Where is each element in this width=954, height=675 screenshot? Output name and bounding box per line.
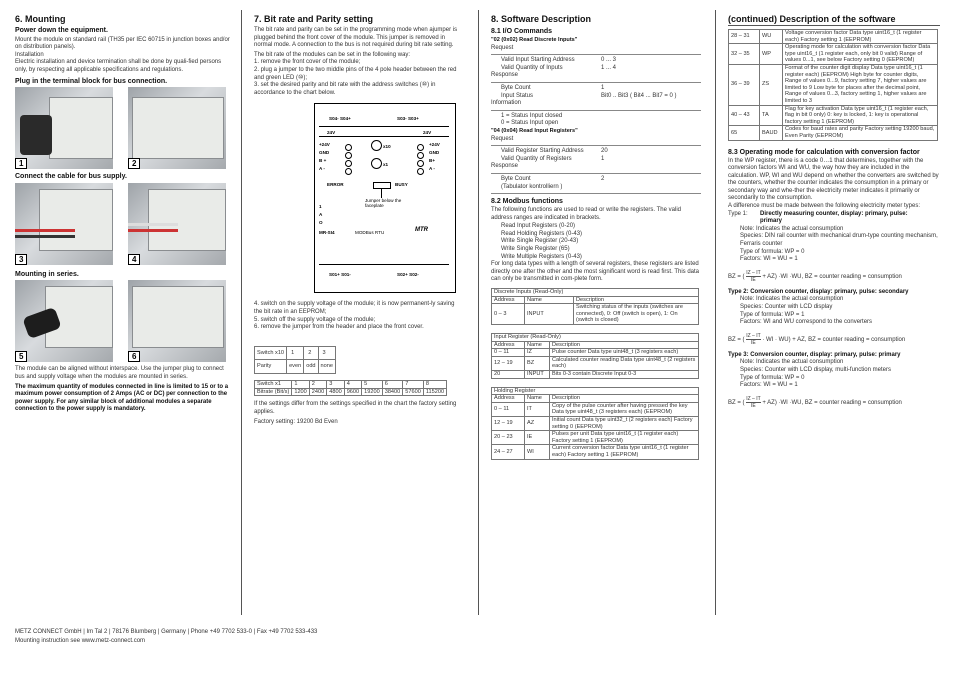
table-header: Description [550,395,699,403]
table-cell: 19200 [362,388,383,396]
long-text: For long data types with a length of several registers, these registers are listed directly one after the other and the most significant word is read first. This data can only be transmitted in com-plete form. [491,261,699,283]
table-row [729,64,938,105]
step: 6. remove the jumper from the header and place the front cover. [254,324,424,331]
kv-value: 0 ... 3 [601,57,617,64]
table-cell: Pulse counter Data type uint48_t (3 registers each) [550,349,699,357]
table-cell: WU [760,30,783,44]
function-item: Write Single Register (20-43) [501,238,579,245]
table-cell: Codes for baud rates and parity Factory setting 19200 baud, Even Parity (EEPROM) [783,126,938,140]
address-switch-x1[interactable] [371,158,382,169]
photo-label: 4 [128,254,140,265]
diagram-label: MR-SI4 [319,230,335,236]
table-cell: Current conversion factor Data type uint16_t (1 register each) Factory setting 1 (EEPROM) [550,445,699,459]
table-cell: 38400 [382,388,403,396]
table-header: Description [574,296,699,304]
formula-2 [728,333,940,346]
kv-key: Valid Quantity of Inputs [501,64,563,71]
cable-title: Connect the cable for bus supply. [15,173,127,181]
command-title: "02 (0x02) Read Discrete Inputs" [491,37,578,43]
table-cell: 5 [362,380,383,388]
table-header: Name [525,395,550,403]
column-divider [715,10,716,615]
column-divider [478,10,479,615]
label-information: Information [491,100,522,107]
label-response: Response [491,72,519,79]
table-cell: IE [525,431,550,445]
table-cell: 0 – 11 [492,349,525,357]
table-header: Address [492,341,525,349]
table-header-row [492,296,699,304]
type-line: Species: DIN rail counter with mechanical drum-type counting mechanism, Ferraris counter [740,233,938,248]
photo-cable-connected [128,183,226,265]
kv-key: Byte Count [501,84,531,91]
software-continued-column [728,12,940,415]
table-cell: Format of the counter digit display Data type uint16_t (1 register each) (EEPROM) High byte for counter digits, Range of values 0...9, factory setting 7, higher values are limited to 9 Low byte for places after the decimal point, Range of values 0...3, factory setting 1, higher values are limited to 3 [783,64,938,105]
company-address: METZ CONNECT GmbH | Im Tal 2 | 78176 Blumberg | Germany | Phone +49 7702 533-0 | Fax +49 7702 533-433 [15,629,318,635]
function-item: Read Input Registers (0-20) [501,223,576,230]
formula-part: BZ = ( [728,273,745,280]
type-line: Note: Indicates the actual consumption [740,225,844,232]
footer [15,628,317,646]
type-1 [728,211,940,226]
diagram-label: O [319,220,323,226]
step: 3. set the desired parity and bit rate with the address switches (⑩) in accordance to the chart below. [254,82,436,96]
label-response: Response [491,163,519,170]
subsection-heading: 8.1 I/O Commands [491,28,553,35]
table-cell: Flag for key activation Data type uint16_t (1 register each, flag in bit 0 only) 0: key is locked, 1: key is operational factory setting 1 (EEPROM) [783,105,938,126]
table-cell: 3 [327,380,344,388]
type-line: Factors: WI = WU = 1 [740,256,798,263]
terminal-label: A - [429,166,435,172]
kv-list [491,176,701,191]
note: If the settings differ from the settings specified in the chart the factory setting applies. [254,401,457,415]
table-cell: 4 [344,380,361,388]
kv-key: Byte Count [501,175,531,182]
table-cell: WI [525,445,550,459]
modbus-text: The following functions are used to read or write the registers. The valid address ranges are indicated in brackets. [491,207,681,221]
series-title: Mounting in series. [15,270,79,278]
type-title: Type 3: Conversion counter, display: primary, pulse: primary [728,351,901,358]
table-row [492,445,699,459]
holding-register-table [491,387,699,460]
kv-key: Valid Register Starting Address [501,148,584,155]
table-cell: 32 – 35 [729,44,760,65]
table-cell: 28 – 31 [729,30,760,44]
section-heading: (continued) Description of the software [728,14,940,26]
table-cell: 9600 [344,388,361,396]
table-row [729,30,938,44]
table-header: Address [492,296,525,304]
diagram-label: S04- S04+ [329,116,351,122]
table-header-row [492,341,699,349]
table-cell: 1200 [292,388,309,396]
type-title: Type 2: Conversion counter, display: primary, pulse: secondary [728,288,909,295]
kv-list [491,85,701,100]
table-cell: 2 [309,380,326,388]
formula-1 [728,270,940,283]
kv-list [491,148,701,163]
table-row [255,380,447,388]
formula-numerator: IZ – IT [746,395,761,402]
table-cell: INPUT [525,370,550,378]
table-cell: 1 [292,380,309,388]
table-cell: ZS [760,64,783,105]
intro-text: The bit rate and parity can be set in the programming mode when ajumper is plugged behind the front cover of the module. This jumper is removed in normal mode. A connection to the bus is not required during bit rate setting. [254,27,458,49]
address-switch-x10[interactable] [371,140,382,151]
table-row [492,356,699,370]
software-column [491,12,701,460]
holding-register-continued-table [728,29,938,141]
kv-value: 1 [601,155,605,162]
photo-plug-terminal [15,87,113,169]
table-cell: INPUT [525,304,574,325]
table-title: Discrete Inputs (Read-Only) [492,289,699,297]
diagram-label: 24V [423,130,432,136]
function-item: Write Single Register (65) [501,246,570,253]
photo-series-jumper [15,280,113,362]
table-cell: 115200 [423,388,446,396]
terminal-label: B + [319,158,327,164]
table-cell: 2 [304,346,318,360]
table-row [255,360,336,374]
table-cell: 20 – 23 [492,431,525,445]
subsection-heading: 8.3 Operating mode for calculation with conversion factor [728,148,920,156]
step: 2. plug a jumper to the two middle pins of the 4 pole header between the red and green LED (⑩); [254,66,457,81]
photo-label: 1 [15,158,27,169]
type-label: Type 1: [728,210,748,217]
table-row [729,126,938,140]
table-header: Description [550,341,699,349]
power-title: Power down the equipment. [15,27,108,34]
table-cell: 1 [287,346,304,360]
table-cell: Copy of the pulse counter after having pressed the key Data type uint48_t (3 registers each) (EEPROM) [550,402,699,416]
table-cell: Bits 0-3 contain Discrete Input 0-3 [550,370,699,378]
table-cell: IZ [525,349,550,357]
diagram-label: 24V [327,130,336,136]
wp-text: A difference must be made between the following electricity meter types: [728,203,920,210]
formula-part: BZ = ( [728,399,745,406]
power-text: Mount the module on standard rail (TH35 per IEC 60715 in junction boxes and/or on distribution panels). [15,36,230,51]
table-cell: Switch x1 [255,380,292,388]
install-label: Installation [15,51,44,58]
bitrate-table [254,380,447,396]
label-request: Request [491,44,514,51]
terminal-label: A - [319,166,325,172]
table-cell: 24 – 27 [492,445,525,459]
table-cell: 2400 [309,388,326,396]
terminal-label: +24V [429,142,440,148]
type-title: Directly measuring counter, display: primary, pulse: primary [760,210,908,225]
input-register-table [491,333,699,379]
table-cell: 6 [382,380,403,388]
type-line: Note: Indicates the actual consumption [740,359,844,366]
kv-key: (Tabulator kontrolliern ) [501,183,563,190]
formula-denominator: IE [751,402,756,409]
table-cell: 12 – 19 [492,356,525,370]
formula-part: · WI · WU) + AZ, BZ = counter reading = consumption [762,336,906,343]
table-cell: WP [760,44,783,65]
table-cell: IT [525,402,550,416]
table-cell: 7 [403,380,424,388]
table-cell: Pulses per unit Data type uint16_t (1 register each) Factory setting 1 (EEPROM) [550,431,699,445]
table-cell: Calculated counter reading Data type uint48_t (2 registers each) [550,356,699,370]
formula-part: + AZ) ·WI ·WU, BZ = counter reading = consumption [762,273,902,280]
table-cell: 3 [318,346,335,360]
diagram-label: x10 [383,144,391,150]
table-cell: 8 [423,380,446,388]
bitrate-parity-table [254,346,336,374]
table-cell: even [287,360,304,374]
max-text: The maximum quantity of modules connected in line is limited to 15 or to a maximum power consumption of 2 Amps (AC or DC) per connection to the power supply. For any similar block of additional modules a separate connection to the power supply is mandatory. [15,383,229,413]
type-line: Type of formula: WP = 0 [740,374,805,381]
table-cell: 0 – 11 [492,402,525,416]
table-row [492,431,699,445]
type-line: Factors: WI and WU correspond to the converters [740,319,873,326]
table-cell: 65 [729,126,760,140]
website-link[interactable]: Mounting instruction see www.metz-connect.com [15,638,146,644]
jumper-header[interactable] [373,182,391,189]
diagram-label: Jumper below the faceplate [365,198,402,209]
label-request: Request [491,135,514,142]
photo-label: 3 [15,254,27,265]
kv-value: Bit0 .. Bit3 ( Bit4 ... Bit7 = 0 ) [601,92,677,99]
table-cell: 4800 [327,388,344,396]
table-cell: Initial count Data type uint32_t (2 registers each) Factory setting 0 (EEPROM) [550,416,699,430]
diagram-label: S01+ S01- [329,272,351,278]
diagram-label: ERROR [327,182,344,188]
step: 4. switch on the supply voltage of the module; it is now permanent-ly saving the bit rate in an EEPROM; [254,301,455,315]
type-line: Type of formula: WP = 0 [740,248,805,255]
table-header: Name [525,341,550,349]
bitrate-column [254,12,464,427]
wp-text: In the WP register, there is a code 0…1 that determines, together with the conversion factors WI and WU, the way how they are included in the calculation. WP, WI and WU depend on whether the converters are switched by the counters, whether the counter indicates the consumption in a primary or secondary way and whe-ther the electricity meter indicates it primarily or secondarily to the consumption. [728,157,939,202]
photo-label: 5 [15,351,27,362]
table-title: Holding Register [492,387,699,395]
table-cell: odd [304,360,318,374]
diagram-label: BUSY [395,182,408,188]
table-row [255,388,447,396]
table-cell: Voltage conversion factor Data type uint16_t (1 register each) Factory setting 1 (EEPROM) [783,30,938,44]
type-line: Factors: WI = WU = 1 [740,382,798,389]
table-row [492,349,699,357]
kv-key: Valid Quantity of Registers [501,155,572,162]
table-cell: 12 – 19 [492,416,525,430]
type-line: Species: Counter with LCD display [740,304,833,310]
diagram-label: A [319,212,323,218]
table-cell: none [318,360,335,374]
table-cell: Switch x10 [255,346,287,360]
type-line: Note: Indicates the actual consumption [740,296,844,303]
step: 5. switch off the supply voltage of the module; [254,316,376,323]
table-row [492,370,699,378]
table-cell: BAUD [760,126,783,140]
brand-logo: MTR [415,227,428,234]
table-cell: TA [760,105,783,126]
section-heading: 7. Bit rate and Parity setting [254,14,374,24]
photo-row [15,183,230,265]
info-line: 0 = Status Input open [501,120,559,127]
photo-label: 2 [128,158,140,169]
type-line: Species: Counter with LCD display, multi-function meters [740,366,891,373]
table-cell: 36 – 39 [729,64,760,105]
discrete-inputs-table [491,288,699,325]
mounting-column [15,12,230,414]
table-row [729,105,938,126]
kv-key: Input Status [501,92,534,99]
step: 1. remove the front cover of the module; [254,59,361,66]
formula-numerator: IZ – IT [746,269,761,276]
function-item: Read Holding Registers (0-43) [501,230,583,237]
table-cell: Bitrate (Bit/s) [255,388,292,396]
kv-value: 1 [601,84,605,91]
formula-denominator: IE [751,339,756,346]
table-header: Address [492,395,525,403]
type-line: Type of formula: WP = 1 [740,311,805,318]
plug-title: Plug in the terminal block for bus connection. [15,77,168,85]
column-divider [241,10,242,615]
install-text: Electric installation and device termination shall be done by quali-fied persons only, by respecting all applicable specifications and regulations. [15,59,222,73]
table-cell: 40 – 43 [729,105,760,126]
table-cell: 0 – 3 [492,304,525,325]
table-header-row [492,395,699,403]
table-cell: 57600 [403,388,424,396]
kv-value: 1 ... 4 [601,64,617,71]
note: Factory setting: 19200 Bd Even [254,419,338,426]
section-heading: 8. Software Description [491,14,592,24]
kv-value: 2 [601,175,605,182]
command-title: "04 (0x04) Read Input Registers" [491,127,578,134]
diagram-label: 1 [319,204,322,210]
terminal-label: GND [319,150,330,156]
align-text: The module can be aligned without interspace. Use the jumper plug to connect bus and supply voltage when the modules are mounted in series. [15,366,224,380]
kv-value: 20 [601,148,608,155]
photo-label: 6 [128,351,140,362]
formula-numerator: IZ – IT [746,332,761,339]
kv-list [491,57,701,72]
formula-part: BZ = ( [728,336,745,343]
function-item: Write Multiple Registers (0-43) [501,253,582,260]
diagram-label: S03- S03+ [397,116,419,122]
diagram-label: S02+ S02- [397,272,419,278]
module-front-diagram [314,103,456,293]
photo-row [15,87,230,169]
diagram-label: MODBus RTU [355,230,385,236]
photo-cable [15,183,113,265]
section-heading: 6. Mounting [15,14,66,24]
terminal-label: GND [429,150,440,156]
intro-text: The bit rate of the modules can be set in the following way: [254,51,411,58]
table-cell: BZ [525,356,550,370]
table-row [492,416,699,430]
subsection-heading: 8.2 Modbus functions [491,198,563,206]
terminal-label: B+ [429,158,436,164]
diagram-label: x1 [383,162,389,168]
table-row [729,44,938,65]
table-cell: AZ [525,416,550,430]
table-cell: Operating mode for calculation with conversion factor Data type uint16_t (1 register each, only bit 0 valid) Range of values 0...1, see below Factory setting 0 (EEPROM) [783,44,938,65]
table-row [492,402,699,416]
photo-row [15,280,230,362]
table-row [492,304,699,325]
info-line: 1 = Status Input closed [501,112,563,119]
formula-part: + AZ) ·WI ·WU, BZ = counter reading = consumption [762,399,902,406]
formula-denominator: IE [751,276,756,283]
table-cell: Parity [255,360,287,374]
table-header: Name [525,296,574,304]
photo-series-mounted [128,280,226,362]
table-cell: Switching status of the inputs (switches are connected), 0: Off (switch is open), 1: On (switch is closed) [574,304,699,325]
kv-key: Valid Input Starting Address [501,57,575,64]
table-cell: 20 [492,370,525,378]
terminal-label: +24V [319,142,330,148]
photo-plug-inserted [128,87,226,169]
formula-3 [728,396,940,409]
table-row [255,346,336,360]
table-title: Input Register (Read-Only) [492,334,699,342]
